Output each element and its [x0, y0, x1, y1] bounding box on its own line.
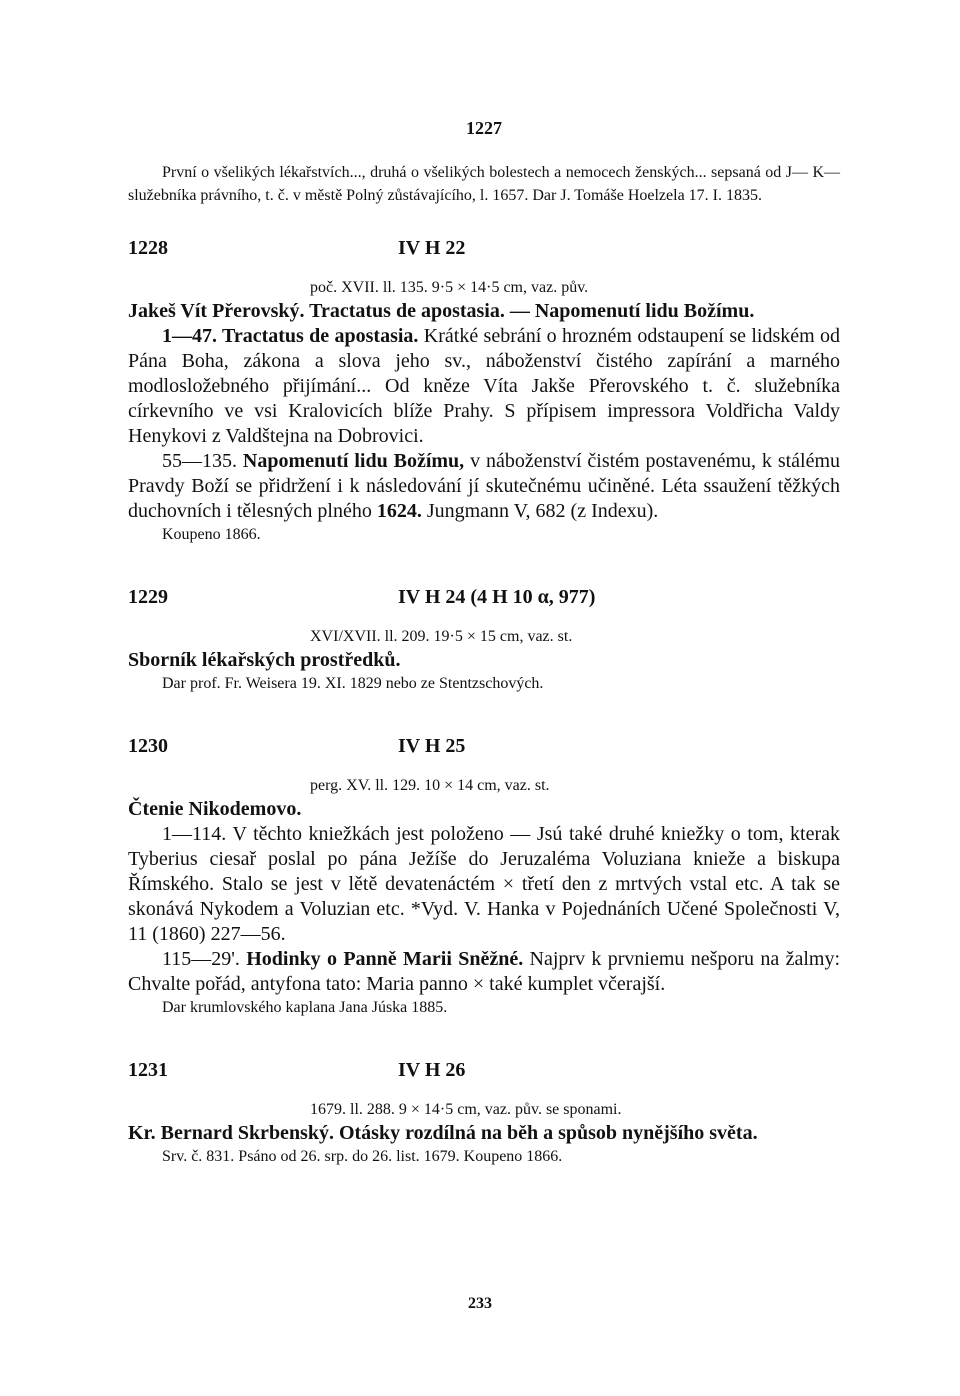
part-reference: Jungmann V, 682 (z Indexu). [426, 500, 659, 522]
entry-1227-text: První o všelikých lékařstvích..., druhá o všelikých bolestech a nemocech ženských... sepsaná od J— K— služebníka právního, t. č. v městě Polný zůstávajícího, l. 1657. Dar J. Tomáše Hoelzela 17. I. 1835. [128, 164, 840, 204]
entry-1228-part-2 [128, 449, 840, 524]
entry-1231-heading [128, 1059, 840, 1089]
entry-1229-title: Sborník lékařských prostředků. [128, 649, 401, 671]
entry-1230-meta: perg. XV. ll. 129. 10 × 14 cm, vaz. st. [310, 777, 550, 794]
entry-1229-meta: XVI/XVII. ll. 209. 19·5 × 15 cm, vaz. st. [310, 628, 573, 645]
shelf-mark: IV H 24 (4 H 10 α, 977) [398, 586, 596, 608]
part-year: 1624. [376, 500, 422, 522]
running-head: 1227 [466, 118, 502, 138]
entry-number: 1228 [128, 237, 168, 259]
entry-1230-part-2 [128, 947, 840, 997]
shelf-mark: IV H 26 [398, 1059, 466, 1081]
entry-1231-meta: 1679. ll. 288. 9 × 14·5 cm, vaz. pův. se sponami. [310, 1101, 622, 1118]
entry-number: 1230 [128, 735, 168, 757]
part-text: Krátké sebrání o hrozném odstaupení se lidském od Pána Boha, zákona a slova jeho sv., náboženství čistého zapírání a marného modlosložebného přijímání... Od kněze Víta Jakše Přerovského t. č. služebníka církevního ve vsi Kralovicích blíže Prahy. S přípisem impressora Voldřicha Valdy Henykovi z Valdštejna na Dobrovici. [128, 325, 841, 447]
entry-1228-part-1 [128, 324, 840, 449]
part-title: Napomenutí lidu Božímu, [242, 450, 465, 472]
part-text: Najprv k prvniemu nešporu na žalmy: Chvalte pořád, antyfona tato: Maria panno × také kumplet včerajší. [128, 948, 840, 995]
entry-1230-title: Čtenie Nikodemovo. [128, 798, 302, 820]
entry-number: 1231 [128, 1059, 168, 1081]
shelf-mark: IV H 25 [398, 735, 466, 757]
entry-1228-heading [128, 237, 840, 267]
part-range: 115—29'. [162, 948, 240, 970]
part-title: Hodinky o Panně Marii Sněžné. [246, 948, 524, 970]
entry-1229-heading [128, 586, 840, 616]
entry-1228-note: Koupeno 1866. [162, 526, 261, 543]
entry-1230-note: Dar krumlovského kaplana Jana Júska 1885. [162, 999, 448, 1016]
part-text: v náboženství čistém postavenému, k stálému Pravdy Boží se přidržení i k následování jí skutečnému učiněné. Léta ssaužení těžkých duchovních i tělesných plného [128, 450, 841, 522]
entry-1231-title: Kr. Bernard Skrbenský. Otásky rozdílná na běh a spůsob nynějšího světa. [128, 1122, 758, 1144]
entry-number: 1229 [128, 586, 168, 608]
part-range: 55—135. [162, 450, 237, 472]
page-body [128, 118, 840, 1168]
entry-1231-note: Srv. č. 831. Psáno od 26. srp. do 26. list. 1679. Koupeno 1866. [162, 1148, 563, 1165]
entry-1230-heading [128, 735, 840, 765]
entry-1228-title: Jakeš Vít Přerovský. Tractatus de apostasia. — Napomenutí lidu Božímu. [128, 300, 755, 322]
entry-1229-note: Dar prof. Fr. Weisera 19. XI. 1829 nebo ze Stentzschových. [162, 675, 544, 692]
page-number: 233 [468, 1295, 492, 1312]
part-range: 1—47. Tractatus de apostasia. [162, 325, 419, 347]
entry-1228-meta: poč. XVII. ll. 135. 9·5 × 14·5 cm, vaz. pův. [310, 279, 589, 296]
shelf-mark: IV H 22 [398, 237, 466, 259]
entry-1230-part-1: 1—114. V těchto kniežkách jest položeno — Jsú také druhé kniežky o tom, kterak Tyberius ciesař poslal po pána Ježíše do Jeruzaléma Voluziana knieže a biskupa Římského. Stalo se jest v lětě devatenáctém × třetí den z mrtvých vstal etc. A tak se skonává Nykodem a Voluzian etc. *Vyd. V. Hanka v Pojednáních Učené Společnosti V, 11 (1860) 227—56. [128, 823, 840, 945]
